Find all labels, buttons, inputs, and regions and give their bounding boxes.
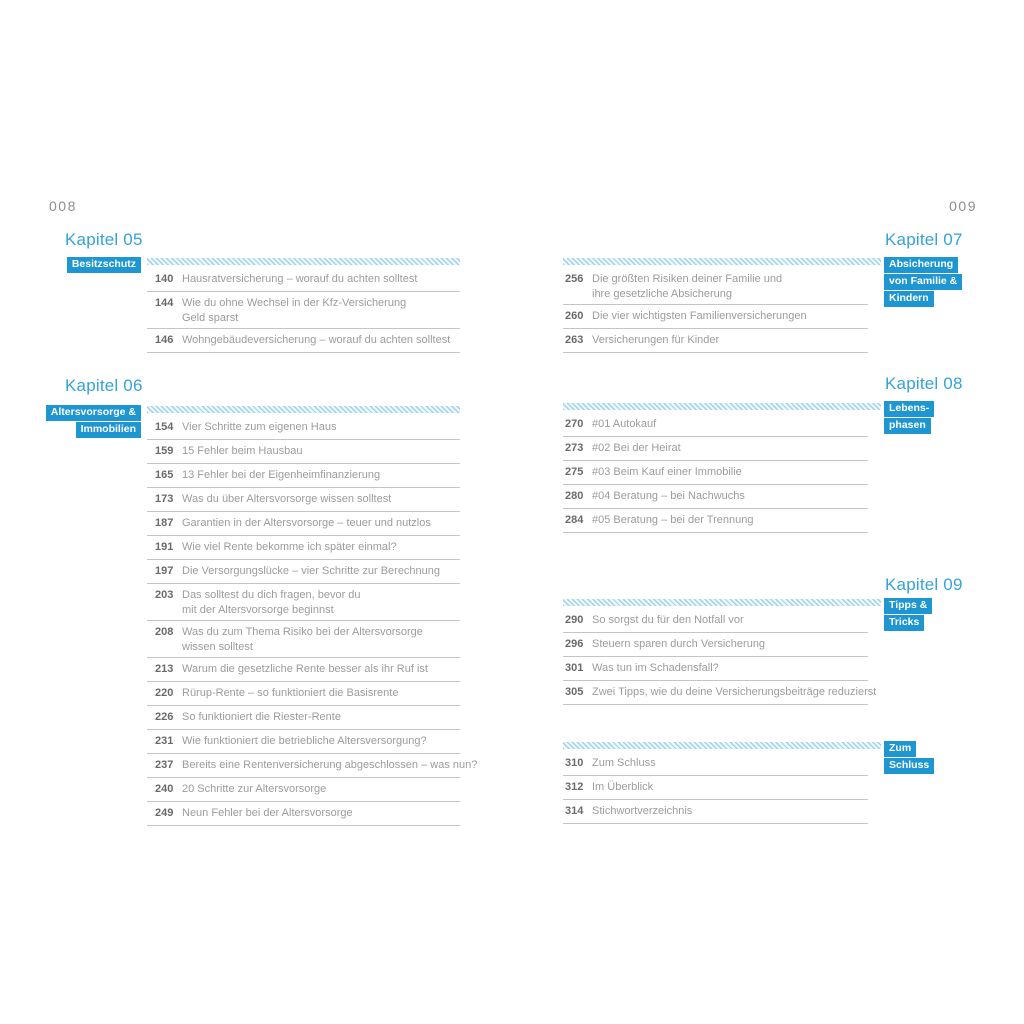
toc-entry (563, 681, 877, 705)
chapter-labels (884, 738, 934, 772)
chapter-tag: Altersvorsorge & (46, 405, 141, 421)
entry-title-line: #03 Beim Kauf einer Immobilie (592, 466, 742, 478)
entry-page-number: 314 (565, 805, 584, 817)
toc-entry (563, 268, 868, 305)
chapter-label-line (884, 738, 934, 754)
entry-title-line: mit der Altersvorsorge beginnst (182, 604, 334, 616)
entry-page-number: 146 (155, 334, 174, 346)
chapter-label-line (884, 755, 934, 771)
entry-page-number: 191 (155, 541, 174, 553)
entry-title (182, 734, 427, 749)
toc-entry (147, 329, 460, 353)
entry-title (182, 710, 341, 725)
chapter-tag: von Familie & (884, 274, 962, 290)
toc-entry-list (563, 609, 877, 705)
entry-title-line: 20 Schritte zur Altersvorsorge (182, 783, 327, 795)
entry-title-line: Wohngebäudeversicherung – worauf du achten solltest (182, 334, 451, 346)
entry-page-number: 280 (565, 490, 584, 502)
hatch-divider (563, 742, 881, 749)
entry-page-number: 154 (155, 421, 174, 433)
toc-entry (147, 268, 460, 292)
entry-title-line: ihre gesetzliche Absicherung (592, 288, 733, 300)
hatch-divider (563, 599, 881, 606)
entry-title-line: Vier Schritte zum eigenen Haus (182, 421, 337, 433)
toc-entry (563, 752, 868, 776)
entry-title-line: Versicherungen für Kinder (592, 334, 720, 346)
chapter-labels (884, 398, 934, 432)
toc-entry (147, 292, 460, 329)
chapter-tag: phasen (884, 418, 931, 434)
entry-title (592, 513, 753, 528)
entry-title-line: Bereits eine Rentenversicherung abgeschlossen – was nun? (182, 759, 478, 771)
page-number-left: 008 (49, 198, 77, 214)
chapter-labels (884, 254, 962, 305)
entry-title (182, 625, 423, 655)
entry-title-line: Zum Schluss (592, 757, 656, 769)
entry-page-number: 187 (155, 517, 174, 529)
entry-title (182, 662, 428, 677)
toc-entry (147, 512, 460, 536)
chapter-label-line (46, 419, 141, 435)
entry-title-line: Hausratversicherung – worauf du achten solltest (182, 273, 418, 285)
chapter-label-line (884, 254, 962, 270)
entry-title (182, 444, 302, 459)
toc-entry (147, 464, 460, 488)
toc-entry (563, 461, 868, 485)
toc-entry (563, 485, 868, 509)
entry-title (182, 686, 398, 701)
entry-title (592, 613, 744, 628)
entry-title (182, 333, 450, 348)
toc-entry (563, 305, 868, 329)
entry-title-line: #02 Bei der Heirat (592, 442, 681, 454)
entry-title (592, 489, 745, 504)
entry-title-line: #01 Autokauf (592, 418, 657, 430)
chapter-tag: Schluss (884, 758, 934, 774)
entry-title (592, 685, 877, 700)
entry-title-line: So sorgst du für den Notfall vor (592, 614, 744, 626)
entry-title (182, 272, 417, 287)
entry-title-line: Garantien in der Altersvorsorge – teuer und nutzlos (182, 517, 431, 529)
entry-page-number: 305 (565, 686, 584, 698)
entry-page-number: 275 (565, 466, 584, 478)
entry-title (182, 468, 380, 483)
entry-title-line: 15 Fehler beim Hausbau (182, 445, 303, 457)
toc-entry-list (147, 416, 478, 826)
toc-entry-list (563, 752, 868, 824)
chapter-labels (884, 595, 932, 629)
entry-title (182, 564, 440, 579)
toc-entry (147, 754, 478, 778)
entry-title (592, 309, 807, 324)
entry-page-number: 203 (155, 589, 174, 601)
entry-title-line: #04 Beratung – bei Nachwuchs (592, 490, 745, 502)
entry-title-line: Geld sparst (182, 312, 239, 324)
chapter-label-line (884, 288, 962, 304)
toc-entry (147, 706, 460, 730)
entry-title-line: Wie funktioniert die betriebliche Altersversorgung? (182, 735, 427, 747)
entry-title-line: Was du über Altersvorsorge wissen solltest (182, 493, 392, 505)
chapter-label-line (884, 415, 934, 431)
entry-page-number: 144 (155, 297, 174, 309)
chapter-tag: Kindern (884, 291, 934, 307)
entry-title-line: Im Überblick (592, 781, 654, 793)
entry-page-number: 301 (565, 662, 584, 674)
toc-entry (147, 778, 460, 802)
entry-page-number: 284 (565, 514, 584, 526)
toc-entry (147, 536, 460, 560)
toc-entry-list (563, 268, 868, 353)
toc-entry (147, 682, 460, 706)
hatch-divider (563, 258, 881, 265)
entry-page-number: 197 (155, 565, 174, 577)
toc-entry-list (147, 268, 460, 353)
entry-title (182, 492, 391, 507)
entry-page-number: 310 (565, 757, 584, 769)
entry-title-line: wissen solltest (182, 641, 253, 653)
toc-entry (563, 509, 868, 533)
toc-entry (147, 488, 460, 512)
entry-page-number: 220 (155, 687, 174, 699)
entry-page-number: 240 (155, 783, 174, 795)
entry-title (592, 417, 656, 432)
entry-title (592, 441, 681, 456)
chapter-tag: Immobilien (76, 422, 141, 438)
entry-page-number: 263 (565, 334, 584, 346)
entry-title-line: Wie du ohne Wechsel in der Kfz-Versicherung (182, 297, 407, 309)
entry-title-line: Zwei Tipps, wie du deine Versicherungsbeiträge reduzierst (592, 686, 877, 698)
entry-page-number: 213 (155, 663, 174, 675)
entry-title-line: Steuern sparen durch Versicherung (592, 638, 766, 650)
entry-title (592, 756, 656, 771)
entry-page-number: 312 (565, 781, 584, 793)
entry-page-number: 231 (155, 735, 174, 747)
entry-title (182, 516, 431, 531)
entry-title-line: Die vier wichtigsten Familienversicherungen (592, 310, 807, 322)
toc-entry (147, 802, 460, 826)
entry-title (592, 804, 692, 819)
entry-title (592, 661, 719, 676)
entry-title (182, 420, 337, 435)
entry-page-number: 290 (565, 614, 584, 626)
chapter-tag: Lebens- (884, 401, 934, 417)
entry-page-number: 173 (155, 493, 174, 505)
entry-page-number: 260 (565, 310, 584, 322)
entry-page-number: 249 (155, 807, 174, 819)
entry-title-line: Die Versorgungslücke – vier Schritte zur Berechnung (182, 565, 441, 577)
entry-title (592, 465, 742, 480)
toc-entry (147, 416, 460, 440)
hatch-divider (147, 258, 460, 265)
entry-title (182, 540, 397, 555)
entry-title (592, 272, 782, 302)
chapter-label-line (884, 595, 932, 611)
entry-title (592, 333, 719, 348)
toc-entry (563, 329, 868, 353)
entry-title-line: Wie viel Rente bekomme ich später einmal? (182, 541, 397, 553)
toc-entry (563, 800, 868, 824)
chapter-label-line (884, 271, 962, 287)
entry-page-number: 140 (155, 273, 174, 285)
chapter-tag: Zum (884, 741, 916, 757)
entry-page-number: 273 (565, 442, 584, 454)
entry-page-number: 270 (565, 418, 584, 430)
chapter-title: Kapitel 06 (65, 376, 143, 395)
entry-title (182, 782, 326, 797)
entry-title (182, 758, 478, 773)
chapter-tag: Tipps & (884, 598, 932, 614)
entry-title-line: So funktioniert die Riester-Rente (182, 711, 341, 723)
toc-entry (147, 621, 460, 658)
entry-page-number: 226 (155, 711, 174, 723)
entry-page-number: 296 (565, 638, 584, 650)
entry-title (592, 637, 765, 652)
toc-entry (147, 584, 460, 621)
entry-title (182, 296, 406, 326)
chapter-label-line (884, 398, 934, 414)
entry-page-number: 208 (155, 626, 174, 638)
toc-entry (563, 633, 868, 657)
chapter-title: Kapitel 07 (885, 230, 963, 249)
toc-entry (147, 658, 460, 682)
entry-title-line: #05 Beratung – bei der Trennung (592, 514, 754, 526)
page-number-right: 009 (949, 198, 977, 214)
entry-title-line: Warum die gesetzliche Rente besser als ihr Ruf ist (182, 663, 428, 675)
entry-title-line: Neun Fehler bei der Altersvorsorge (182, 807, 353, 819)
entry-title-line: Was du zum Thema Risiko bei der Altersvorsorge (182, 626, 423, 638)
toc-entry (147, 730, 460, 754)
entry-title-line: Was tun im Schadensfall? (592, 662, 719, 674)
chapter-title: Kapitel 05 (65, 230, 143, 249)
entry-title-line: Rürup-Rente – so funktioniert die Basisrente (182, 687, 399, 699)
chapter-tag: Absicherung (884, 257, 958, 273)
entry-title-line: Stichwortverzeichnis (592, 805, 693, 817)
entry-title (182, 806, 353, 821)
toc-entry (147, 560, 460, 584)
toc-entry (563, 437, 868, 461)
toc-entry-list (563, 413, 868, 533)
chapter-label-line (46, 402, 141, 418)
toc-entry (147, 440, 460, 464)
toc-entry (563, 657, 868, 681)
toc-entry (563, 413, 868, 437)
chapter-tag: Tricks (884, 615, 924, 631)
chapter-title: Kapitel 09 (885, 575, 963, 594)
chapter-title: Kapitel 08 (885, 374, 963, 393)
entry-page-number: 256 (565, 273, 584, 285)
entry-title (182, 588, 361, 618)
entry-title (592, 780, 653, 795)
entry-page-number: 237 (155, 759, 174, 771)
chapter-labels (46, 402, 141, 436)
entry-title-line: Das solltest du dich fragen, bevor du (182, 589, 361, 601)
chapter-labels (67, 254, 141, 271)
toc-entry (563, 609, 868, 633)
chapter-label-line (67, 254, 141, 270)
entry-page-number: 159 (155, 445, 174, 457)
hatch-divider (563, 403, 881, 410)
chapter-tag: Besitzschutz (67, 257, 141, 273)
entry-title-line: 13 Fehler bei der Eigenheimfinanzierung (182, 469, 381, 481)
toc-entry (563, 776, 868, 800)
chapter-label-line (884, 612, 932, 628)
hatch-divider (147, 406, 460, 413)
entry-page-number: 165 (155, 469, 174, 481)
entry-title-line: Die größten Risiken deiner Familie und (592, 273, 783, 285)
